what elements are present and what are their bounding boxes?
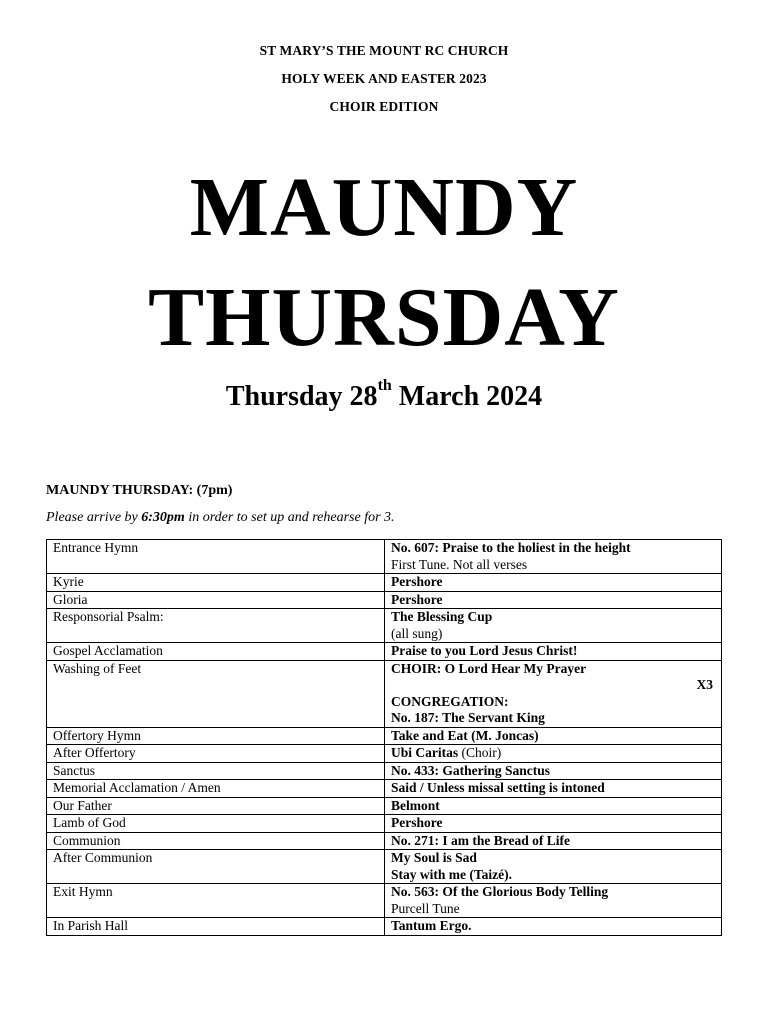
music-title: Pershore	[385, 574, 722, 592]
table-row	[47, 850, 722, 884]
music-title: The Blessing Cup	[391, 609, 493, 624]
music-cell	[385, 745, 722, 763]
liturgy-part: Gospel Acclamation	[47, 643, 385, 661]
liturgy-part: Responsorial Psalm:	[47, 609, 385, 643]
liturgy-part: Entrance Hymn	[47, 540, 385, 574]
table-row	[47, 574, 722, 592]
title-line-1: MAUNDY	[189, 161, 579, 254]
liturgy-part: Offertory Hymn	[47, 727, 385, 745]
music-note: (Choir)	[458, 745, 502, 760]
music-note: Purcell Tune	[391, 900, 460, 916]
liturgy-part: After Communion	[47, 850, 385, 884]
music-title: No. 271: I am the Bread of Life	[385, 832, 722, 850]
liturgy-part: Communion	[47, 832, 385, 850]
music-title: Pershore	[385, 591, 722, 609]
music-cell	[385, 660, 722, 727]
liturgy-part: In Parish Hall	[47, 918, 385, 936]
liturgy-part: Exit Hymn	[47, 884, 385, 918]
table-row	[47, 609, 722, 643]
music-title: My Soul is Sad	[391, 850, 477, 865]
table-row	[47, 591, 722, 609]
music-title-2: CONGREGATION:	[391, 693, 509, 709]
arrive-prefix: Please arrive by	[46, 510, 142, 525]
church-name: ST MARY’S THE MOUNT RC CHURCH	[259, 43, 509, 58]
date-prefix: Thursday 28	[225, 381, 378, 412]
liturgy-part: After Offertory	[47, 745, 385, 763]
liturgy-part: Our Father	[47, 797, 385, 815]
music-title: Take and Eat (M. Joncas)	[385, 727, 722, 745]
table-row	[47, 643, 722, 661]
music-title: Belmont	[385, 797, 722, 815]
table-row	[47, 762, 722, 780]
title-line-2: THURSDAY	[148, 271, 620, 364]
liturgy-part: Memorial Acclamation / Amen	[47, 780, 385, 798]
table-row	[47, 780, 722, 798]
table-row	[47, 884, 722, 918]
music-title: CHOIR: O Lord Hear My Prayer	[391, 660, 587, 676]
liturgy-part: Lamb of God	[47, 815, 385, 833]
music-cell	[385, 850, 722, 884]
table-row	[47, 745, 722, 763]
table-row	[47, 918, 722, 936]
table-row	[47, 815, 722, 833]
table-row	[47, 797, 722, 815]
date-suffix: th	[377, 377, 392, 394]
table-row	[47, 832, 722, 850]
edition-label: CHOIR EDITION	[329, 99, 439, 114]
date-rest: March 2024	[391, 381, 543, 412]
order-of-service-table	[46, 539, 722, 936]
table-row	[47, 660, 722, 727]
music-cell	[385, 540, 722, 574]
arrival-instructions	[46, 510, 395, 526]
arrive-suffix: in order to set up and rehearse for 3.	[184, 510, 395, 525]
music-title: No. 433: Gathering Sanctus	[385, 762, 722, 780]
music-cell	[385, 609, 722, 643]
liturgy-part: Washing of Feet	[47, 660, 385, 727]
music-title: No. 607: Praise to the holiest in the height	[391, 540, 631, 555]
service-heading: MAUNDY THURSDAY: (7pm)	[46, 483, 233, 498]
arrive-time: 6:30pm	[141, 510, 185, 525]
service-date	[0, 377, 768, 413]
music-title: Tantum Ergo.	[385, 918, 722, 936]
music-note: Said / Unless missal setting is intoned	[385, 780, 722, 798]
music-note: First Tune. Not all verses	[391, 556, 528, 572]
music-title: Pershore	[385, 815, 722, 833]
liturgy-part: Sanctus	[47, 762, 385, 780]
table-row	[47, 727, 722, 745]
music-cell	[385, 884, 722, 918]
music-title: No. 563: Of the Glorious Body Telling	[391, 884, 609, 899]
music-title-2: Stay with me (Taizé).	[391, 866, 512, 882]
table-row	[47, 540, 722, 574]
liturgy-part: Kyrie	[47, 574, 385, 592]
music-note: (all sung)	[391, 625, 443, 641]
music-title: Ubi Caritas	[391, 745, 459, 760]
music-title-3: No. 187: The Servant King	[391, 710, 545, 725]
liturgy-part: Gloria	[47, 591, 385, 609]
repeat-marker: X3	[696, 677, 713, 692]
music-title: Praise to you Lord Jesus Christ!	[385, 643, 722, 661]
season-title: HOLY WEEK AND EASTER 2023	[281, 71, 487, 86]
